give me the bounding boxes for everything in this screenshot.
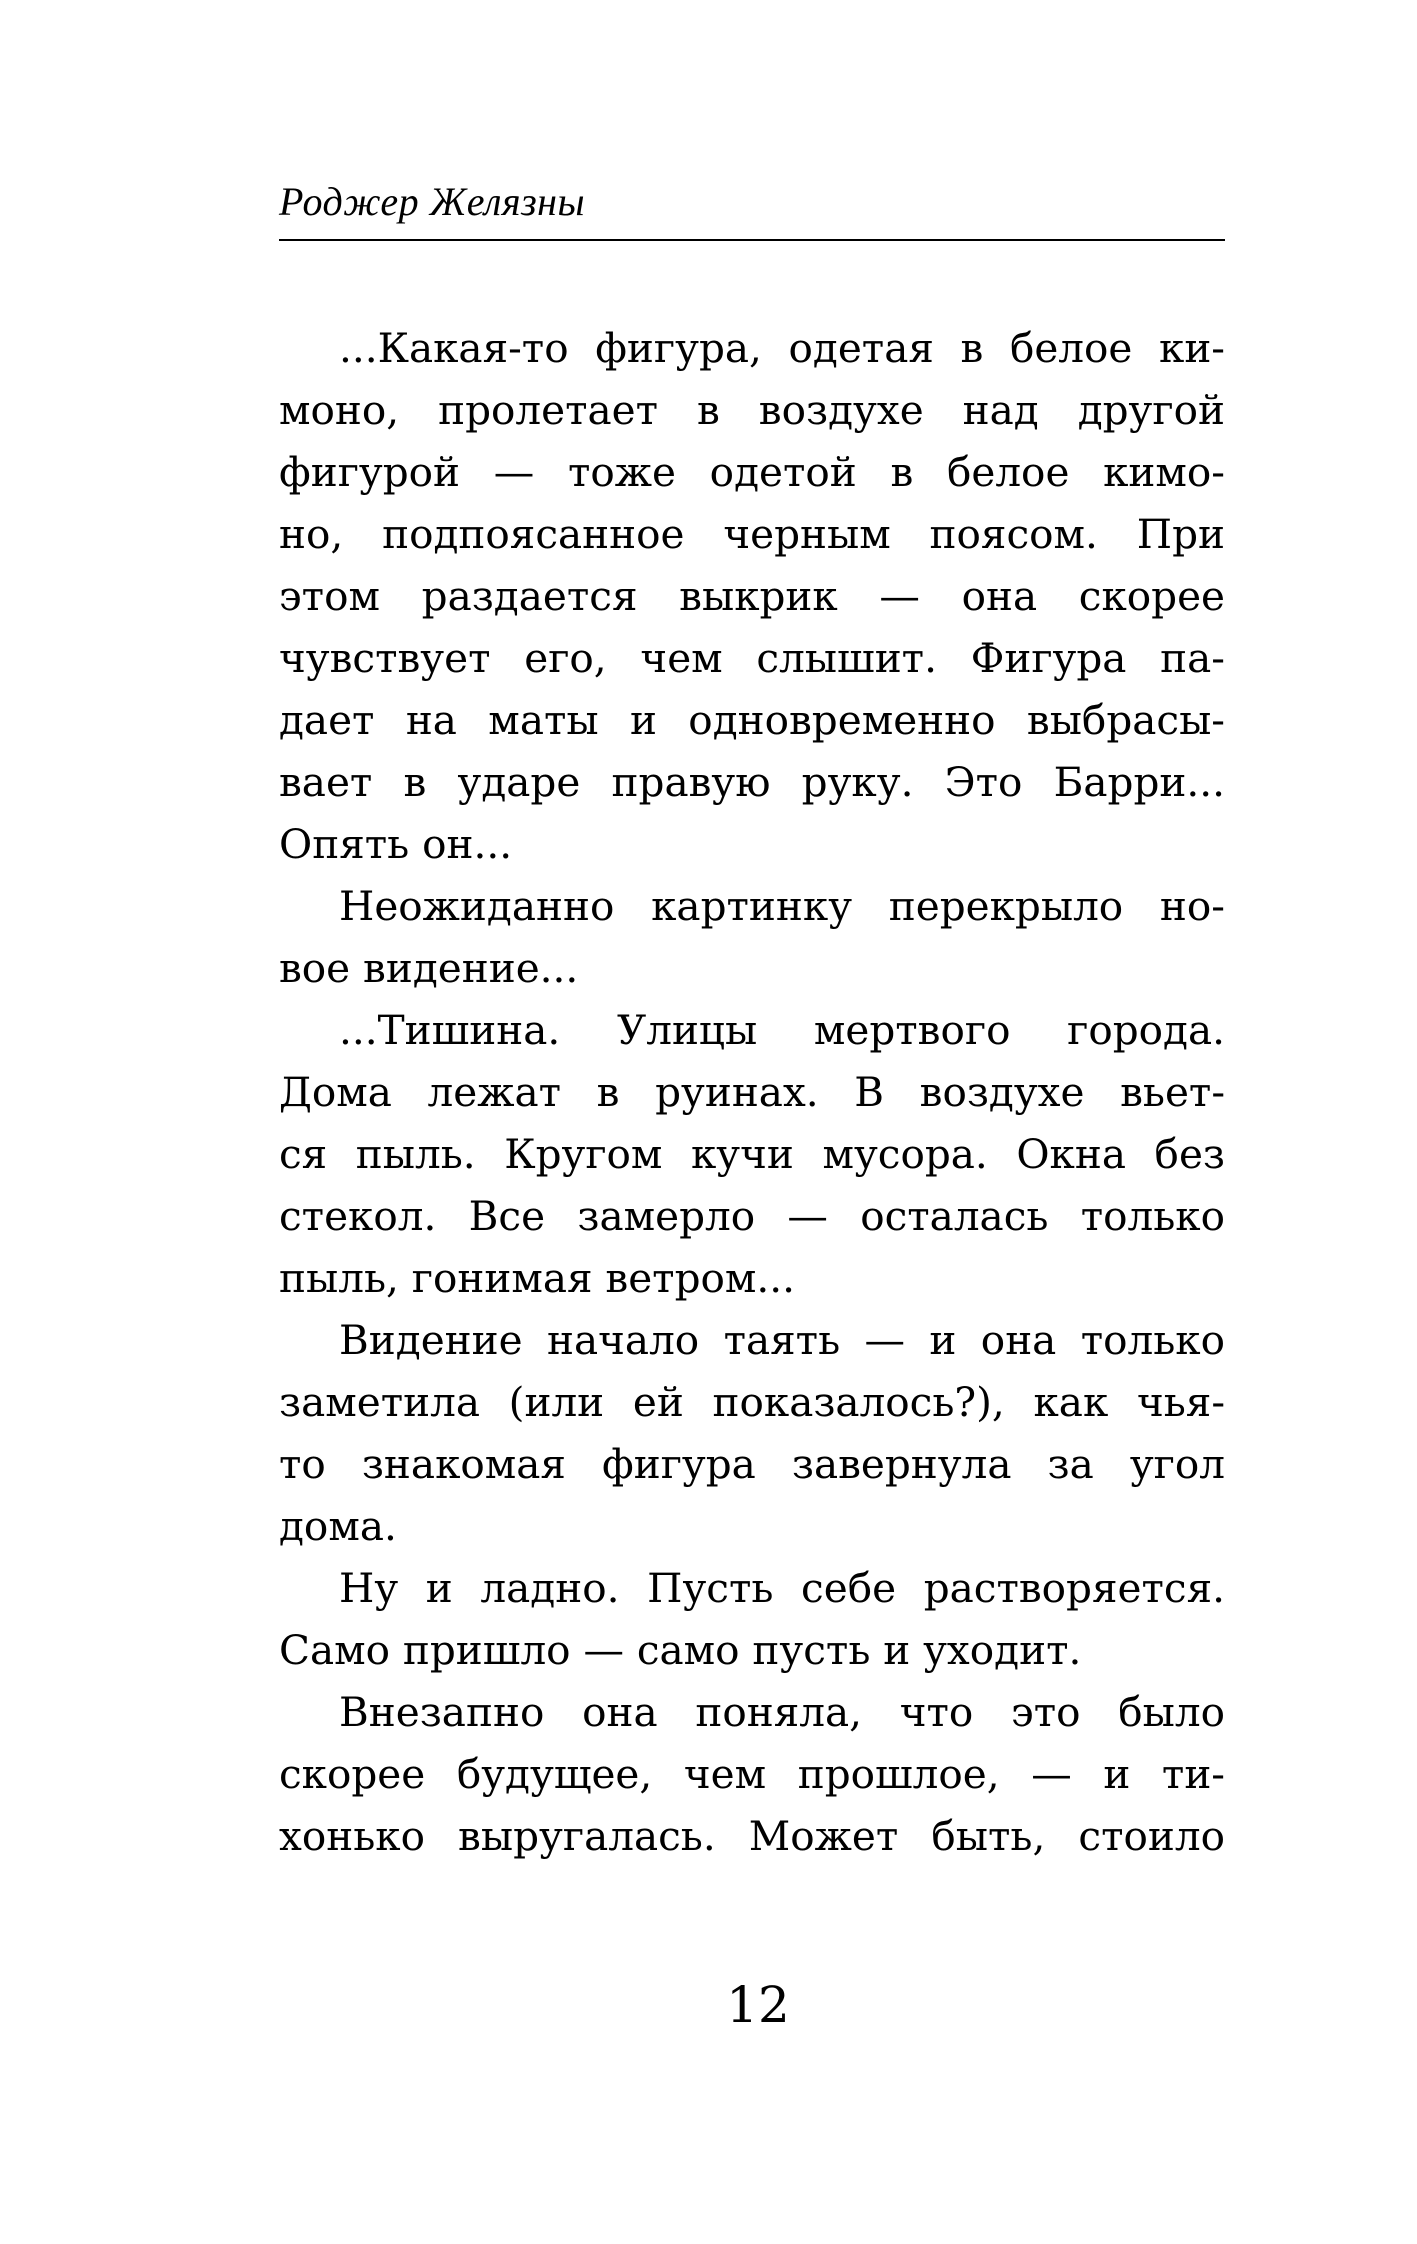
text-line: ся пыль. Кругом кучи мусора. Окна без bbox=[279, 1130, 1225, 1178]
text-line: ...Тишина. Улицы мертвого города. bbox=[339, 1006, 1225, 1054]
text-line: чувствует его, чем слышит. Фигура па- bbox=[279, 634, 1225, 682]
text-line: фигурой — тоже одетой в белое кимо- bbox=[279, 448, 1225, 496]
text-line: моно, пролетает в воздухе над другой bbox=[279, 386, 1225, 434]
page-number: 12 bbox=[726, 1976, 790, 2034]
text-line: дома. bbox=[279, 1502, 397, 1550]
text-line: Видение начало таять — и она только bbox=[339, 1316, 1225, 1364]
text-line: ...Какая-то фигура, одетая в белое ки- bbox=[339, 324, 1225, 372]
text-line: то знакомая фигура завернула за угол bbox=[279, 1440, 1225, 1488]
text-line: хонько выругалась. Может быть, стоило bbox=[279, 1812, 1225, 1860]
text-line: вает в ударе правую руку. Это Барри... bbox=[279, 758, 1225, 806]
text-line: этом раздается выкрик — она скорее bbox=[279, 572, 1225, 620]
text-line: Внезапно она поняла, что это было bbox=[339, 1688, 1225, 1736]
text-line: вое видение... bbox=[279, 944, 579, 992]
page-header bbox=[279, 172, 1225, 242]
text-line: Неожиданно картинку перекрыло но- bbox=[339, 882, 1225, 930]
text-line: заметила (или ей показалось?), как чья- bbox=[279, 1378, 1225, 1426]
body-text bbox=[279, 317, 1225, 1867]
text-line: но, подпоясанное черным поясом. При bbox=[279, 510, 1225, 558]
text-line: Опять он... bbox=[279, 820, 513, 868]
running-head: Роджер Желязны bbox=[279, 179, 586, 224]
text-line: Дома лежат в руинах. В воздухе вьет- bbox=[279, 1068, 1225, 1116]
text-line: Ну и ладно. Пусть себе растворяется. bbox=[339, 1564, 1225, 1612]
header-rule bbox=[279, 239, 1225, 241]
text-line: скорее будущее, чем прошлое, — и ти- bbox=[279, 1750, 1225, 1798]
text-line: пыль, гонимая ветром... bbox=[279, 1254, 796, 1302]
text-line: стекол. Все замерло — осталась только bbox=[279, 1192, 1225, 1240]
text-line: Само пришло — само пусть и уходит. bbox=[279, 1626, 1082, 1674]
text-line: дает на маты и одновременно выбрасы- bbox=[279, 696, 1225, 744]
